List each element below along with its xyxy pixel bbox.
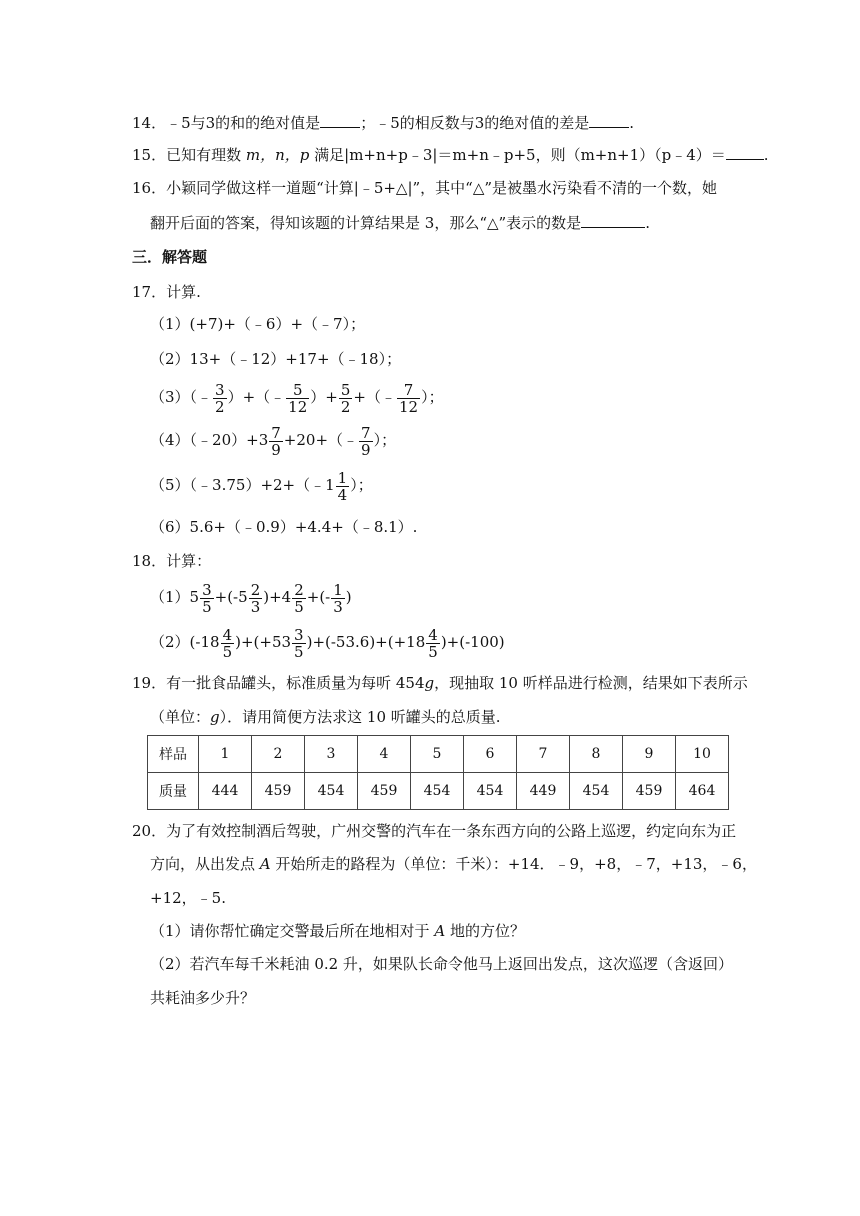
question-14 <box>132 112 634 134</box>
question-text: ﹣5与3的和的绝对值是 <box>166 114 321 132</box>
question-number: 14． <box>132 114 167 132</box>
fraction: $\frac{2}{3}$ <box>250 580 261 616</box>
question-text: 满足|m+n+p﹣3|＝m+n﹣p+5，则（m+n+1）（p﹣4）＝ <box>309 146 726 164</box>
fraction: $\frac{3}{2}$ <box>215 380 225 416</box>
table-cell: 8 <box>570 736 623 773</box>
table-cell: 464 <box>676 773 729 810</box>
fraction: $\frac{2}{5}$ <box>294 580 304 616</box>
q17-part1: （1）(+7)+（﹣6）+（﹣7）； <box>150 315 366 333</box>
q17-part6: （6）5.6+（﹣0.9）+4.4+（﹣8.1）. <box>150 518 418 536</box>
question-15 <box>132 144 769 166</box>
question-19-line2: （单位：g）．请用简便方法求这 10 听罐头的总质量. <box>150 708 501 726</box>
table-cell: 9 <box>623 736 676 773</box>
q18-part1: （1）5 $\frac{3}{5}$ +(-5 $\frac{2}{3}$ )+4 $\frac{2}{5}$ +(- $\frac{1}{3}$ ) <box>150 580 352 616</box>
q17-part5: （5）（﹣3.75）+2+（﹣1 $\frac{1}{4}$ ）； <box>150 468 373 504</box>
fraction: $\frac{1}{4}$ <box>337 468 348 504</box>
q18-part2: （2）(-18 $\frac{4}{5}$ )+(+53 $\frac{3}{5}$ )+(-53.6)+(+18 $\frac{4}{5}$ )+(-100) <box>150 625 505 661</box>
question-16-line2 <box>150 212 650 234</box>
q20-part1: （1）请你帮忙确定交警最后所在地相对于 A 地的方位？ <box>150 922 525 940</box>
fraction: $\frac{3}{5}$ <box>294 625 304 661</box>
table-cell: 444 <box>199 773 252 810</box>
fraction: $\frac{4}{5}$ <box>222 625 233 661</box>
question-18-title: 18．计算： <box>132 552 212 570</box>
point-label: A <box>259 855 271 873</box>
fraction: $\frac{3}{5}$ <box>202 580 212 616</box>
question-number: 16． <box>132 179 167 197</box>
point-label: A <box>434 922 446 940</box>
sample-mass-table <box>147 735 729 810</box>
table-cell: 1 <box>199 736 252 773</box>
table-cell: 459 <box>252 773 305 810</box>
table-cell: 10 <box>676 736 729 773</box>
table-row <box>148 773 729 810</box>
fraction: $\frac{7}{9}$ <box>271 423 281 459</box>
question-number: 15． <box>132 146 167 164</box>
answer-blank[interactable] <box>726 145 764 160</box>
unit: g <box>210 708 220 726</box>
fraction: $\frac{7}{12}$ <box>398 380 419 416</box>
table-cell: 7 <box>517 736 570 773</box>
q17-part2: （2）13+（﹣12）+17+（﹣18）； <box>150 350 402 368</box>
table-cell: 454 <box>411 773 464 810</box>
question-text: ；﹣5的相反数与3的绝对值的差是 <box>360 114 590 132</box>
section-heading <box>132 246 207 268</box>
table-cell: 5 <box>411 736 464 773</box>
table-cell: 454 <box>305 773 358 810</box>
fraction: $\frac{4}{5}$ <box>428 625 438 661</box>
table-cell: 449 <box>517 773 570 810</box>
table-cell: 454 <box>464 773 517 810</box>
table-cell: 459 <box>623 773 676 810</box>
fraction: $\frac{5}{12}$ <box>288 380 308 416</box>
question-text: 已知有理数 <box>166 146 246 164</box>
unit: g <box>424 674 435 692</box>
question-text: 翻开后面的答案，得知该题的计算结果是 3，那么“△”表示的数是 <box>150 214 582 232</box>
section-title: 三．解答题 <box>132 248 208 266</box>
table-header: 样品 <box>148 736 199 773</box>
question-17-title: 17．计算. <box>132 283 201 301</box>
question-20-line3: +12，﹣5. <box>150 889 226 907</box>
table-header: 质量 <box>148 773 199 810</box>
question-20-line1: 20．为了有效控制酒后驾驶，广州交警的汽车在一条东西方向的公路上巡逻，约定向东为正 <box>132 822 737 840</box>
question-20-line2: 方向，从出发点 A 开始所走的路程为（单位：千米）：+14．﹣9，+8，﹣7，+13，﹣6， <box>150 855 757 873</box>
q20-part2-line2: 共耗油多少升？ <box>150 989 256 1007</box>
question-text: 小颖同学做这样一道题“计算|﹣5+△|”，其中“△”是被墨水污染看不清的一个数，她 <box>166 179 718 197</box>
answer-blank[interactable] <box>581 213 645 228</box>
variables: m，n，p <box>245 146 310 164</box>
table-cell: 459 <box>358 773 411 810</box>
question-19-line1: 19．有一批食品罐头，标准质量为每听 454g，现抽取 10 听样品进行检测，结果如下表所示 <box>132 674 748 692</box>
q17-part3: （3）（﹣ $\frac{3}{2}$ ）+（﹣ $\frac{5}{12}$ ）+ $\frac{5}{2}$ +（﹣ $\frac{7}{12}$ ）； <box>150 380 444 416</box>
answer-blank[interactable] <box>589 113 629 128</box>
q17-part4: （4）（﹣20）+3 $\frac{7}{9}$ +20+（﹣ $\frac{7}{9}$ ）； <box>150 423 397 459</box>
table-cell: 4 <box>358 736 411 773</box>
fraction: $\frac{5}{2}$ <box>340 380 351 416</box>
fraction: $\frac{1}{3}$ <box>333 580 343 616</box>
punct: . <box>629 114 635 132</box>
table-cell: 2 <box>252 736 305 773</box>
question-16-line1 <box>132 177 717 199</box>
table-cell: 6 <box>464 736 517 773</box>
table-row <box>148 736 729 773</box>
table-cell: 454 <box>570 773 623 810</box>
answer-blank[interactable] <box>320 113 360 128</box>
fraction: $\frac{7}{9}$ <box>361 423 371 459</box>
q20-part2-line1: （2）若汽车每千米耗油 0.2 升，如果队长命令他马上返回出发点，这次巡逻（含返回） <box>150 955 733 973</box>
table-cell: 3 <box>305 736 358 773</box>
punct: . <box>645 214 650 232</box>
punct: . <box>763 146 769 164</box>
